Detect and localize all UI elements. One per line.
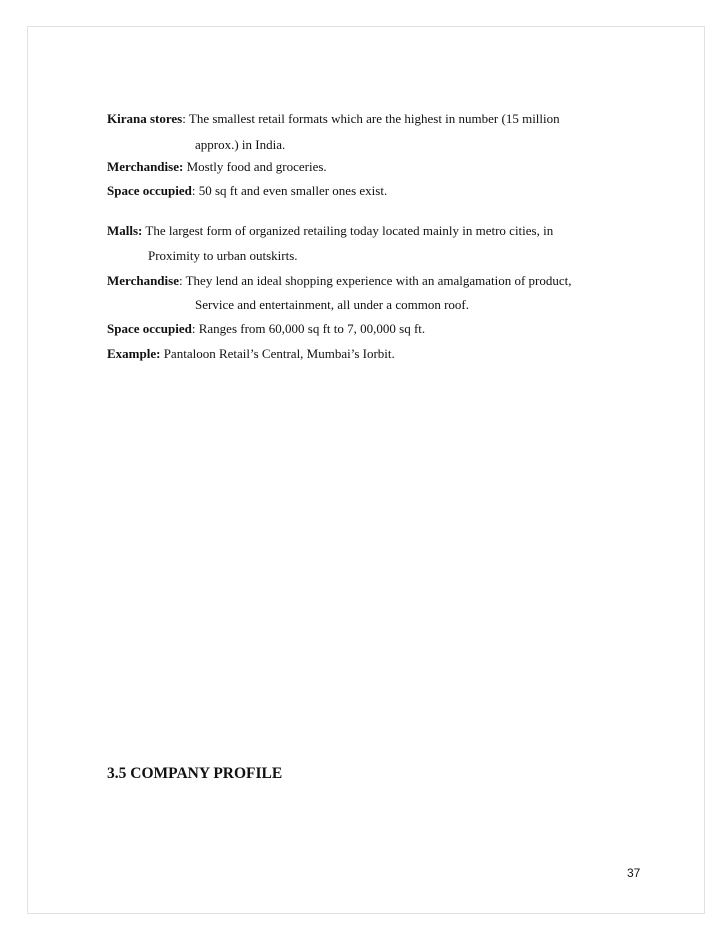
kirana-space-line — [107, 183, 387, 199]
malls-line — [107, 223, 553, 239]
kirana-stores-line — [107, 111, 560, 127]
kirana-space-term: Space occupied — [107, 183, 192, 198]
kirana-space-text: : 50 sq ft and even smaller ones exist. — [191, 183, 388, 198]
malls-merchandise-text: : They lend an ideal shopping experience with an amalgamation of product, — [178, 273, 572, 288]
malls-term: Malls: — [107, 223, 143, 238]
page-number: 37 — [627, 866, 641, 880]
kirana-stores-text: The smallest retail formats which are the highest in number (15 million — [185, 111, 560, 126]
kirana-stores-sep: : — [182, 111, 186, 126]
malls-example-term: Example: — [107, 346, 161, 361]
kirana-stores-continuation: approx.) in India. — [195, 137, 286, 152]
malls-text: The largest form of organized retailing today located mainly in metro cities, in — [142, 223, 554, 238]
malls-example-line — [107, 346, 395, 362]
kirana-stores-term: Kirana stores — [107, 111, 183, 126]
malls-merchandise-line — [107, 273, 572, 289]
malls-space-term: Space occupied — [107, 321, 192, 336]
malls-merchandise-term: Merchandise — [107, 273, 179, 288]
kirana-merchandise-text: Mostly food and groceries. — [183, 159, 327, 174]
malls-continuation: Proximity to urban outskirts. — [148, 248, 298, 263]
malls-example-text: Pantaloon Retail’s Central, Mumbai’s Iorbit. — [160, 346, 395, 361]
malls-space-text: : Ranges from 60,000 sq ft to 7, 00,000 sq ft. — [191, 321, 426, 336]
malls-space-line — [107, 321, 425, 337]
malls-merchandise-continuation: Service and entertainment, all under a common roof. — [195, 297, 469, 312]
section-heading: 3.5 COMPANY PROFILE — [107, 765, 283, 782]
kirana-merchandise-term: Merchandise: — [107, 159, 184, 174]
kirana-merchandise-line — [107, 159, 327, 175]
